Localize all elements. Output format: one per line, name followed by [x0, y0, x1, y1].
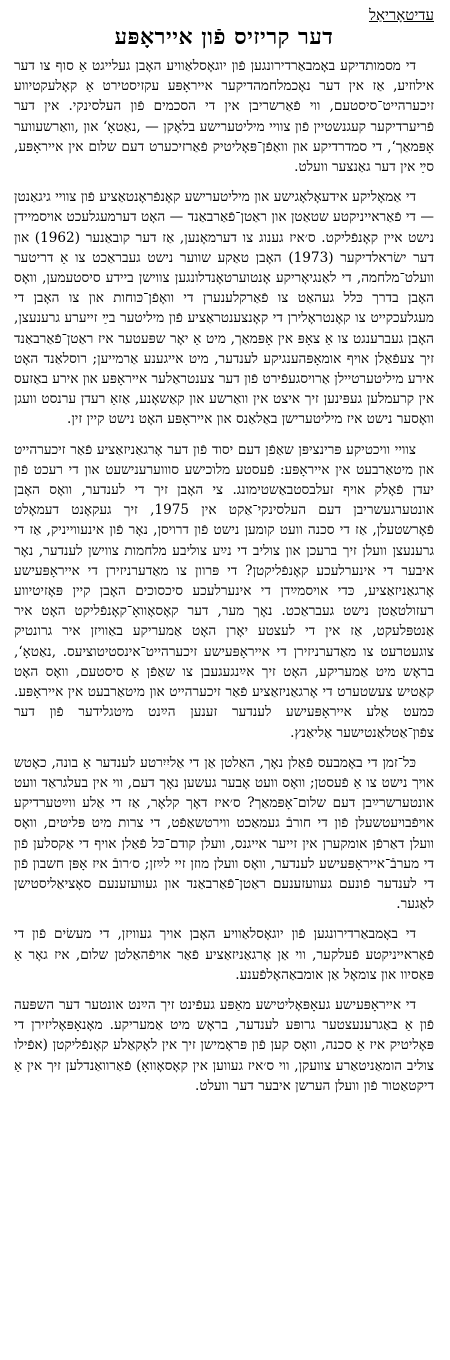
paragraph-6: די אייראָפּעישע געאָפּאָליטישע מאַפּע געפֿינט זיך הײַנט אונטער דער השפּעה פֿון אַ באַגרענעצטער גרופּע לענדער, בראָש מיט אַמעריקע. מאָנאָפּאָליזירן די פּאָליטיק איז אַ סכנה, וואָס קען פֿון פּראָמישן זיך אין לאָקאַלע קאָנפֿליקטן (אפֿילו צוליב הומאַניטאַרע צוועקן, ווי ס׳איז געווען אין קאָסאָוואָ) פֿאַרוואַנדלען זיך אין אַ דיקטאַטור פֿון וועלן הערשן איבער דער וועלט. — [14, 996, 434, 1094]
paragraph-5: די באָמבאַרדירונגען פֿון יוגאָסלאַוויע האָבן אויך געוויזן, די מעשׂים פֿון די פֿאַראייניקטע פֿעלקער, ווי אַן אָרגאַניזאַציע פֿאַר אויפֿהאַלטן שלום, איז גאָר אַ פּאַסיוו און צומאָל אַן אומבאַהאָלפֿענע. — [14, 926, 434, 983]
paragraph-1: די מסמותדיקע באָמבאַרדירונגען פֿון יוגאָסלאַוויע האָבן געלייגט אַ סוף צו דער אילוזיע, אַז אין דער נאָכמלחמהדיקער אייראָפּע עקזיסטירט אַ קאָלעקטיווע זיכערהייט־סיסטעם, ווי פֿאַרשריבן אין די הסכמים פֿון העלסינקי. אין דער פֿריערדיקער קעגנשטיין פֿון צוויי מיליטערישע בלאָקן — ‚נאַטאָ‘ און ‚וואַרשעווער אָפּמאַך‘, די סמדרדיקע און וואַפֿן־פּאָליטיק פֿאַרזיכערט דעם שלום אין אייראָפּע, סײַ אין דער גאַנצער וועלט. — [14, 58, 434, 176]
section-label: עדיטאָריאַל — [368, 6, 434, 24]
paragraph-2: די אַמאָליקע אידעאָלאָגישע און מיליטערישע קאָנפֿראָנטאַציע פֿון צוויי גיגאַנטן — די פֿאַראייניקטע שטאַטן און ראַטן־פֿאַרבאַנד — האָט דערמעגלעכט אויסמיידן נישט איין קאָנפֿליקט. ס׳איז גענוג צו דערמאָנען, אַז דער קובאַנער (1962) און דער ישׂראלדיקער (1973) האָבן טאַקע שווער נישט געבראַכט צו אַ דריטער וועלט־מלחמה, די לאַנגיאָריקע אָנטוערטאָנדלונגען צווישן ביידע סיסטעמען, וואָס האָבן בדרך כּלל געהאַט צו פֿאַרקלענערן די וואָפֿן־כּוחות און צו האָבן די מעגלעכקייט צו קאָנטראָלירן די קאָנצענטראַציע פֿון מיליטער בײַ זייערע גרענעצן, האָבן געברענגט צו אַ צאָפּ אין אָפּמאַך, מיט אַ יאָר שפּעטער איז ראַטן־פֿאַרבאַנד זיך צעפֿאַלן אויף אומאָפּהענגיקע לענדער, מיט אייגענע אַרמייען; רוסלאַנד האָט אירע מיליטערטיילן אַרויסגעפֿירט פֿון דער צענטראַלער אייראָפּע און אירע באַזעס אין קרעמלען געפּינען זיך איצט אין וואַרשע און קאַשאָנע, אַזאַ רעדן ערנסט וועגן וואָסער נישט איז מיליטערישן באַלאַנס און אייראָפּע האָט נישט קיין זין. — [14, 189, 434, 428]
paragraph-3: צוויי וויכטיקע פּרינציפּן שאַפֿן דעם יסוד פֿון דער אָרגאַניזאַציע פֿאַר זיכערהייט און מיטאַרבעט אין אייראָפּע: פֿעסטע מלוכישע סוווערענישעט און די רעכט פֿון יעדן פֿאָלק אויף זעלבסטבאַשטימונג. צי האָבן זיך די לענדער, וואָס האָבן אונטערגעשריבן דעם העלסינקי־אַקט אין 1975, זיך געקאָנט דעמאָלט פֿאָרשטעלן, אַז די סכנה וועט קומען נישט פֿון דרויסן, נאָר פֿון אינעווייניק, אַז די גרענעצן וועלן זיך ברעכן און צוליב די נײַע צוליבע מלחמות צווישן לענדער, נאָר איבער די אינערלעכע קאָנפֿליקטן? די פּרוון צו מאַדערניזירן די אייראָפּעישע אָרגאַניזאַציע, כּדי אויסמײַדן די אינערלעכע סיכסוכים האָבן קיין פּאָזיטיווע רעזולטאַטן נישט געבראַכט. נאָך מער, דער קאָסאָוואָ־קאָנפֿליקט האָט איר אַנטפּלעקט, אַז אין די לעצטע יאָרן האָט אַמעריקע באַוויזן איר גרונטיק צוגעטרעט צו מאַדערניזירן די אייראָפּעישע זיכערהייט־אינסטיטוציעס. ‚נאַטאָ‘, בראָש מיט אַמעריקע, האָט זיך אײַנגעגעבן צו שאַפֿן אַ סיסטעם, וואָס האָט קאַטיש צעשטערט די אָרגאַניזאַציע פֿאַר זיכערהייט און מיטאַרבעט אין אייראָפּע. כּמעט אַלע אייראָפּעישע לענדער זענען הײַנט מיטגלידער פֿון דער צפֿון־אַטלאַנטישער אַליאַנץ. — [14, 441, 434, 741]
paragraph-4: כּל־זמן די באָמבעס פֿאַלן נאָך, האַלטן אַן די אַליִיִרטע לענדער אַ בונה, כאָטש אויך נישט צו אַ פֿעסטן; וואָס וועט אָבער געשען נאָך דעם, ווי אין בעלגראַד וועט אונטערשרײַבן דעם שלום־אָפּמאַך? ס׳איז דאָך קלאָר, אַז די אַלע ווײַטערדיקע אויפֿבויעטשעלן פֿון די חורבֿ געמאַכט ווירטשאַפֿט, די צרות מיט פּליטים, וואָס וועלן דאַרפֿן אומקערן אין זייער אייגנס, וועלן קודם־כּל פֿאַלן אויף די אַקסלען פֿון די מערבֿ־אייראָפּעישע לענדער, וואָס וועלן מוזן זיי לײַזן; ס׳רובֿ איז אָפּן חשבון פֿון די לענדער פֿונעם געוועזענעם ראַטן־פֿאַרבאַנד און געוועזענעם סאָציאַליסטישן לאַגער. — [14, 754, 434, 913]
article-title: דער קריזיס פֿון אייראָפּע — [114, 24, 334, 50]
